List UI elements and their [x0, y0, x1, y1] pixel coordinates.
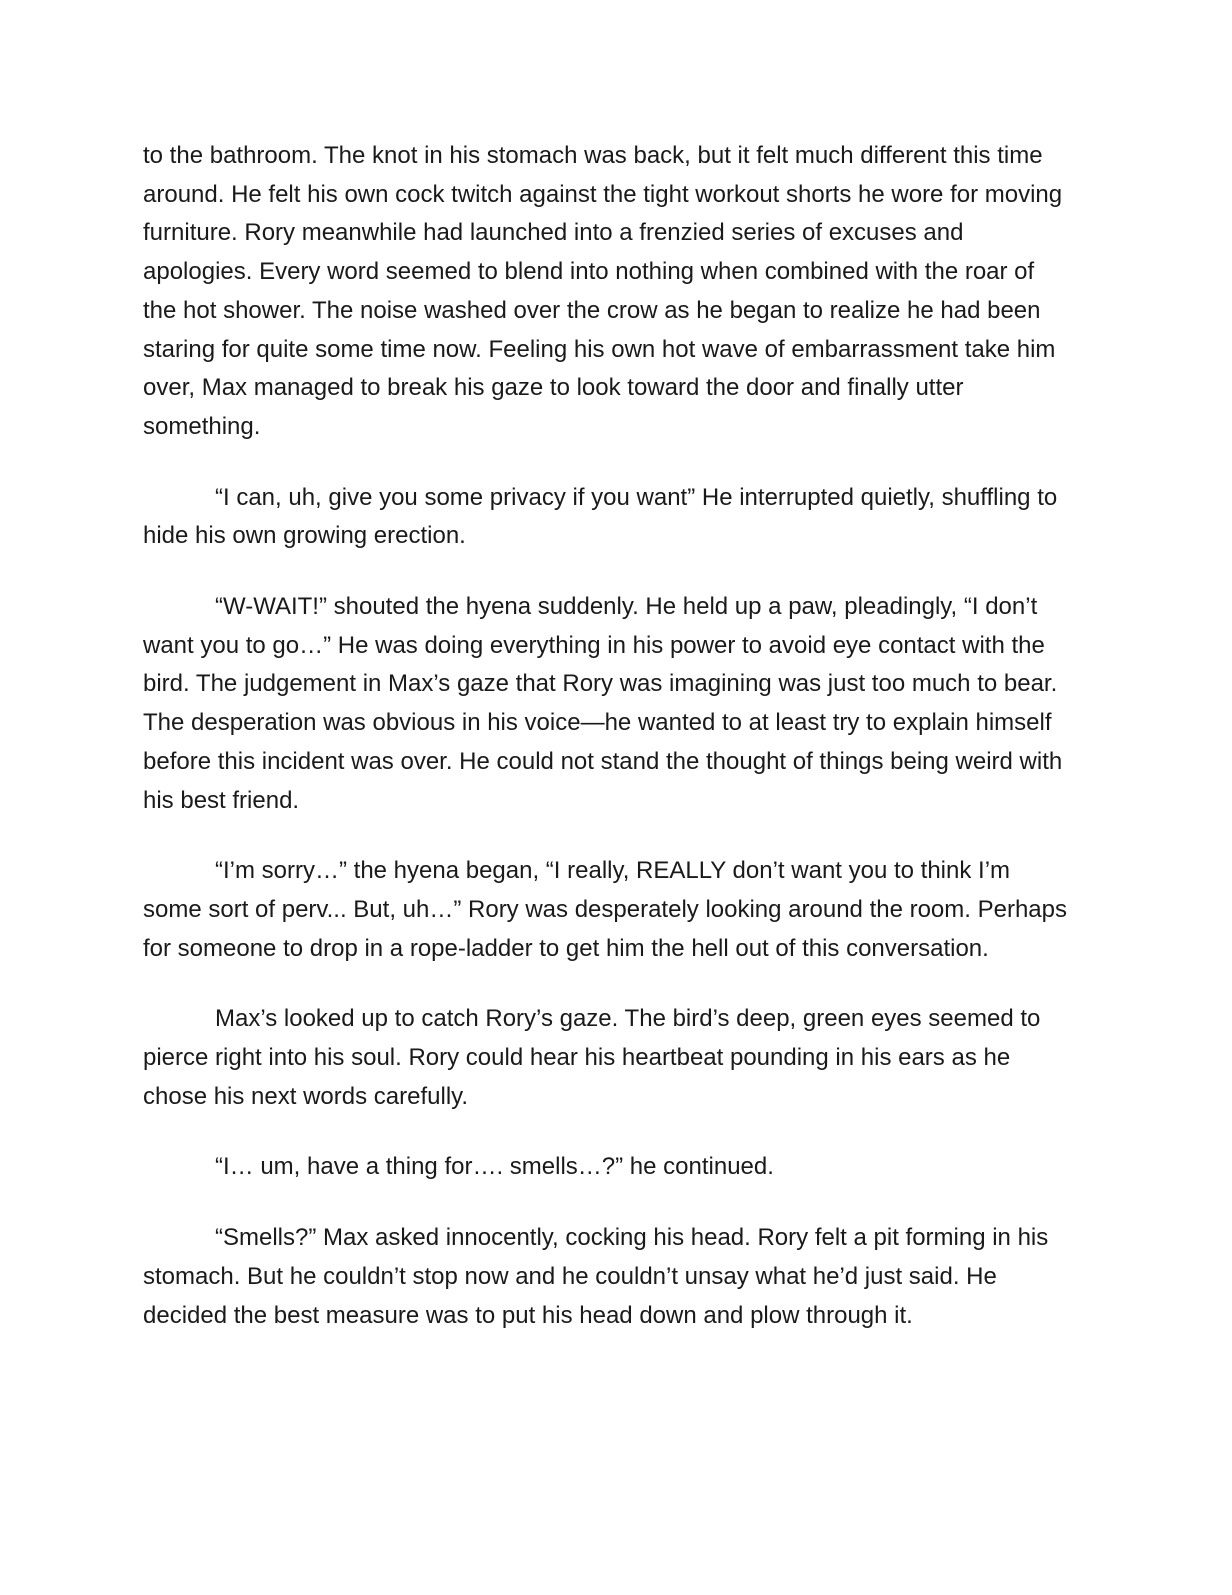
paragraph-2: “I can, uh, give you some privacy if you want” He interrupted quietly, shuffling to hide his own growing erection.	[143, 483, 1058, 550]
paragraph-6: “I… um, have a thing for…. smells…?” he continued.	[215, 1153, 774, 1181]
paragraph-4: “I’m sorry…” the hyena began, “I really, REALLY don’t want you to think I’m some sort of perv... But, uh…” Rory was desperately looking around the room. Perhaps for someone to drop in a rope-ladder to get him the hell out of this conversation.	[143, 857, 1067, 962]
paragraph-3: “W-WAIT!” shouted the hyena suddenly. He held up a paw, pleadingly, “I don’t want you to go…” He was doing everything in his power to avoid eye contact with the bird. The judgement in Max’s gaze that Rory was imagining was just too much to bear. The desperation was obvious in his voice—he wanted to at least try to explain himself before this incident was over. He could not stand the thought of things being weird with his best friend.	[143, 593, 1063, 814]
paragraph-7: “Smells?” Max asked innocently, cocking his head. Rory felt a pit forming in his stomach. But he couldn’t stop now and he couldn’t unsay what he’d just said. He decided the best measure was to put his head down and plow through it.	[143, 1224, 1049, 1329]
paragraph-1: to the bathroom. The knot in his stomach was back, but it felt much different this time around. He felt his own cock twitch against the tight workout shorts he wore for moving furniture. Rory meanwhile had launched into a frenzied series of excuses and apologies. Every word seemed to blend into nothing when combined with the roar of the hot shower. The noise washed over the crow as he began to realize he had been staring for quite some time now. Feeling his own hot wave of embarrassment take him over, Max managed to break his gaze to look toward the door and finally utter something.	[143, 142, 1063, 440]
paragraph-5: Max’s looked up to catch Rory’s gaze. The bird’s deep, green eyes seemed to pierce right into his soul. Rory could hear his heartbeat pounding in his ears as he chose his next words carefully.	[143, 1005, 1041, 1110]
body-text	[143, 137, 1073, 1367]
